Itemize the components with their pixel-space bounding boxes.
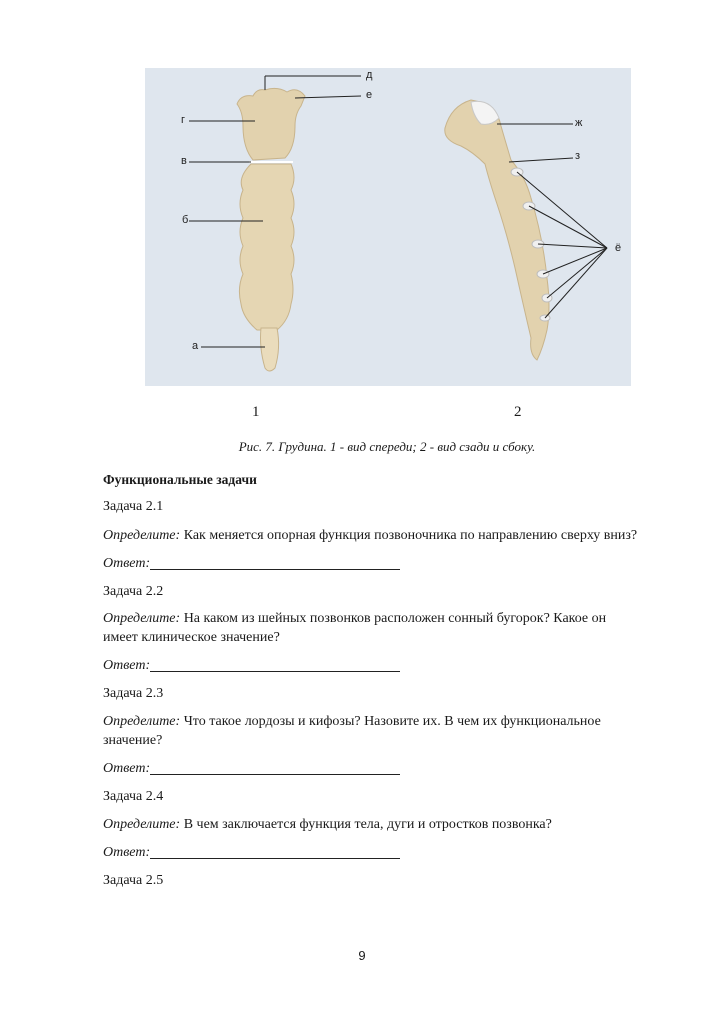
- label-zh: ж: [575, 117, 583, 129]
- task-question: [103, 815, 673, 834]
- prompt-label: Определите:: [103, 528, 181, 543]
- question-text: Что такое лордозы и кифозы? Назовите их. В чем их функциональное: [183, 714, 601, 729]
- figure-caption: Рис. 7. Грудина. 1 - вид спереди; 2 - вид сзади и сбоку.: [238, 439, 536, 454]
- answer-label: Ответ:: [103, 845, 151, 860]
- sternum-side-shape: [445, 100, 549, 360]
- page-number: 9: [358, 948, 366, 963]
- answer-label: Ответ:: [103, 761, 151, 776]
- task-title: Задача 2.3: [103, 686, 164, 701]
- manubrium-shape: [237, 88, 305, 160]
- sternum-illustration: [145, 68, 631, 386]
- prompt-label: Определите:: [103, 817, 181, 832]
- xiphoid-shape: [261, 328, 279, 371]
- answer-blank: [150, 760, 400, 775]
- answer-row: [103, 554, 673, 573]
- label-v: в: [181, 155, 187, 167]
- answer-blank: [150, 657, 400, 672]
- task-title: Задача 2.1: [103, 499, 164, 514]
- section-title: Функциональные задачи: [103, 472, 257, 487]
- question-continuation: значение?: [103, 733, 163, 748]
- label-g: г: [181, 114, 186, 126]
- task-title: Задача 2.2: [103, 584, 164, 599]
- answer-row: [103, 759, 673, 778]
- answer-row: [103, 656, 673, 675]
- label-d: д: [366, 69, 373, 81]
- question-text: На каком из шейных позвонков расположен сонный бугорок? Какое он: [183, 611, 607, 626]
- task-question: [103, 609, 673, 628]
- answer-row: [103, 843, 673, 862]
- prompt-label: Определите:: [103, 714, 181, 729]
- answer-label: Ответ:: [103, 556, 151, 571]
- view-number-1: 1: [252, 404, 260, 420]
- label-b: б: [182, 214, 189, 226]
- label-e: е: [366, 89, 373, 101]
- question-text: Как меняется опорная функция позвоночника по направлению сверху вниз?: [183, 528, 638, 543]
- answer-blank: [150, 555, 400, 570]
- label-yo: ё: [615, 242, 622, 254]
- task-title: Задача 2.5: [103, 873, 164, 888]
- view-number-2: 2: [514, 404, 522, 420]
- task-title: Задача 2.4: [103, 789, 164, 804]
- task-question: [103, 712, 673, 731]
- question-text: В чем заключается функция тела, дуги и отростков позвонка?: [183, 817, 552, 832]
- sternum-body-shape: [239, 164, 294, 330]
- task-question: [103, 526, 673, 545]
- answer-blank: [150, 844, 400, 859]
- sternum-figure: [145, 68, 631, 386]
- answer-label: Ответ:: [103, 658, 151, 673]
- label-a: а: [192, 340, 199, 352]
- label-z: з: [575, 150, 581, 162]
- prompt-label: Определите:: [103, 611, 181, 626]
- question-continuation: имеет клиническое значение?: [103, 630, 280, 645]
